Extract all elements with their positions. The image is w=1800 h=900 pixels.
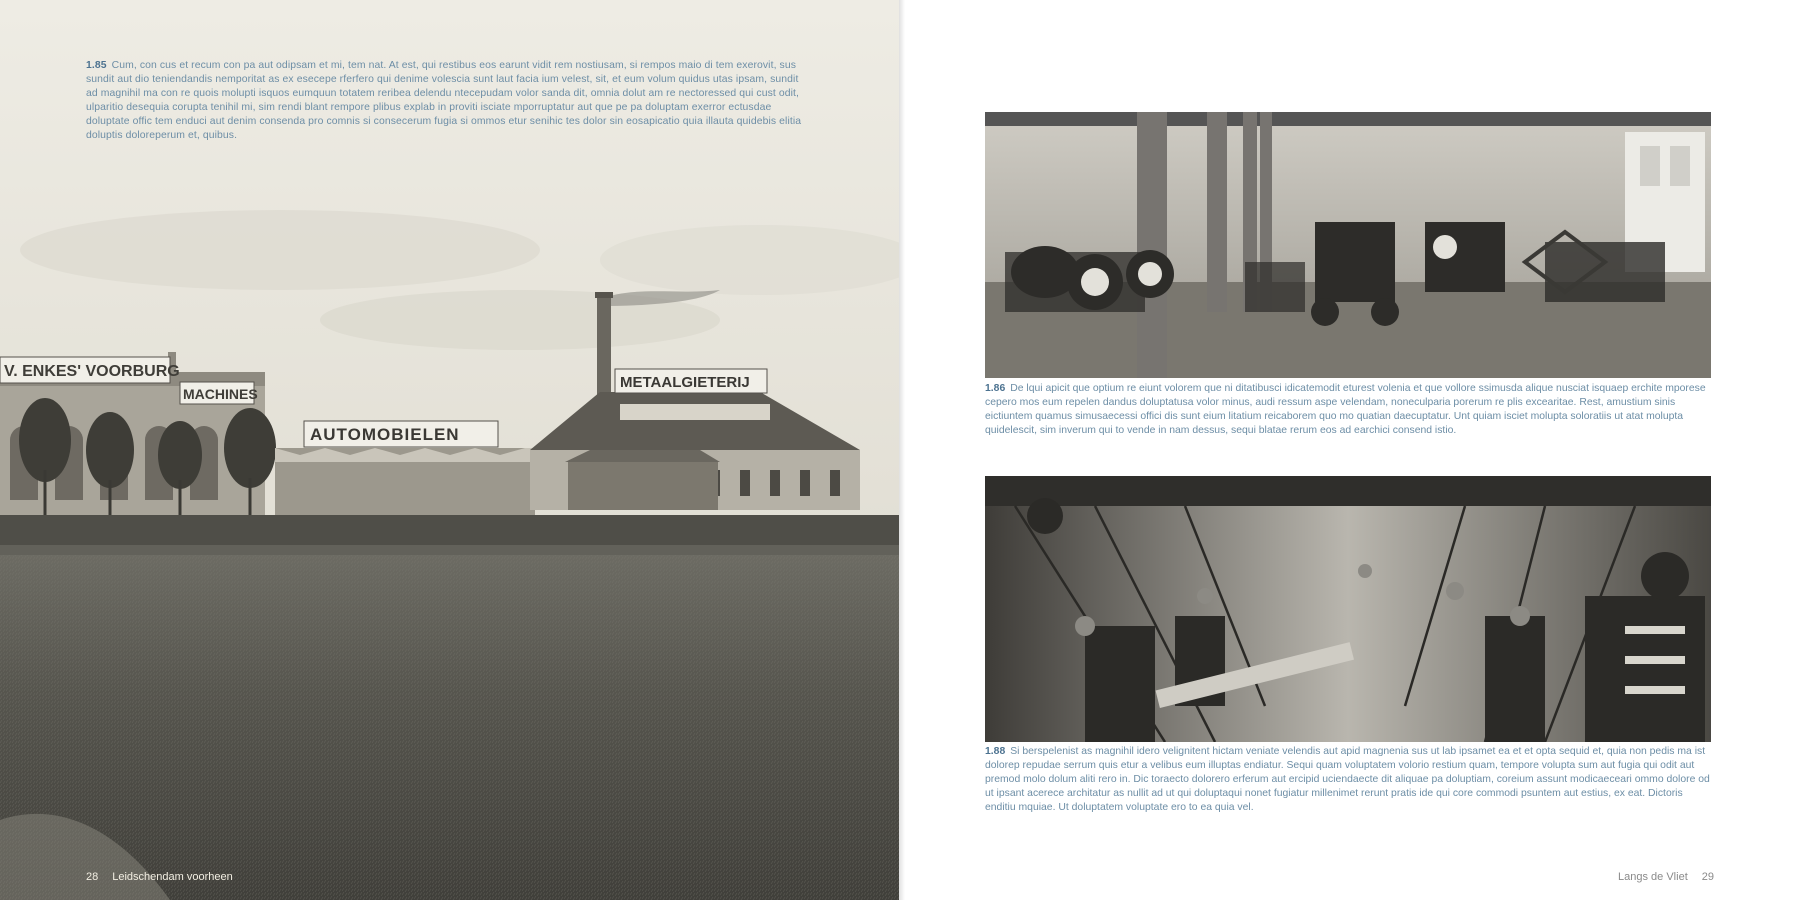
figure-number: 1.88 [985, 746, 1006, 757]
page-number: 29 [1701, 871, 1714, 883]
caption-1-85 [86, 59, 812, 143]
caption-text: De lqui apicit que optium re eiunt volorem que ni ditatibusci idicatemodit eturest volenia et que vollore ssimusda alique nusciat isquaep erchite mporese cepero mos eum repelen dandus doluptatusa volor minus, audi ressum aspe velendam, noneculparia porerum re plis excearitae. Rest, amustium sinis eictiuntem quamus simusaecessi offici dis sunt eium litatium reicaborem quo mo quatian daecuptatur. Unt quiam isciet molupta soloratiis ut atat molupta quidelescit, sim inverum qui to vende in nam dessus, sequi blatae rerum eos ad earchici consend istio. [985, 383, 1706, 436]
section-title: Langs de Vliet [1618, 871, 1688, 883]
figure-number: 1.86 [985, 383, 1006, 394]
left-page [0, 0, 899, 900]
machine-hall-workers-photo [985, 476, 1711, 742]
caption-1-88 [985, 745, 1711, 815]
folio-left [86, 871, 233, 883]
book-title: Leidschendam voorheen [112, 871, 233, 883]
right-page [899, 0, 1800, 900]
folio-right [1618, 871, 1714, 883]
sign-factory-name: V. ENKES' VOORBURG [4, 363, 180, 380]
caption-text: Si berspelenist as magnihil idero velignitent hictam veniate velendis aut apid magnenia sus ut lab ipsamet ea et et opta sequid et, quia non pedis ma ist dolorep repudae serrum quis etur a velibus eum illuptas endiatur. Sequi quam voluptatem volorio restium quam, tempore volupta sum aut fugia qui odit aut premod molo dolum aliti rero in. Dic toraecto dolorero erferum aut ercipid uciendaecte dit aliquae pa doluptiam, coreium assunt modicaeceari ommo dolore od ut ipsant acerece architatur as nullit ad ut qui doluptaqui nonet fugiatur millenimet rerunt pratis ide qui core commodi psuntem aut estius, ex eat. Dictoris enditiu mquiae. Ut doluptatem voluptate ero to ea quia vel. [985, 746, 1710, 813]
page-number: 28 [86, 871, 99, 883]
caption-text: Cum, con cus et recum con pa aut odipsam et mi, tem nat. At est, qui restibus eos earunt vidit rem nostiusam, si rempos maio di tem exerovit, sus sundit aut dio teniendandis nemporitat as ex esecepe rferfero qui denime volescia sunt laut facia ium velest, sit, et eum volum quidus utas ipsam, sundit ad magnihil ma con re quois molupti isquos eumquun totatem reribea delendu ntecepudam volor sanda dit, omnia dolut am re nectoressed qui cust odit, ulparitio desequia corupta tenihil mi, sim rendi blant rempore plibus explab in proviti isciate mporruptatur aut que pe pa doluptam exerror ectusdae doluptate offic tem enduci aut denim consenda pro comnis si consecerum fugia si ommos etur senihic tes dolor sin eosapicatio quia illauta quidebis elitia doluptis doloreperum et, quibus. [86, 60, 802, 141]
figure-number: 1.85 [86, 60, 107, 71]
sign-automobielen: AUTOMOBIELEN [310, 425, 460, 444]
sign-metaalgieterij: METAALGIETERIJ [620, 374, 750, 391]
workshop-automobiles-photo [985, 112, 1711, 378]
sign-machines: MACHINES [183, 386, 258, 402]
caption-1-86 [985, 382, 1711, 438]
